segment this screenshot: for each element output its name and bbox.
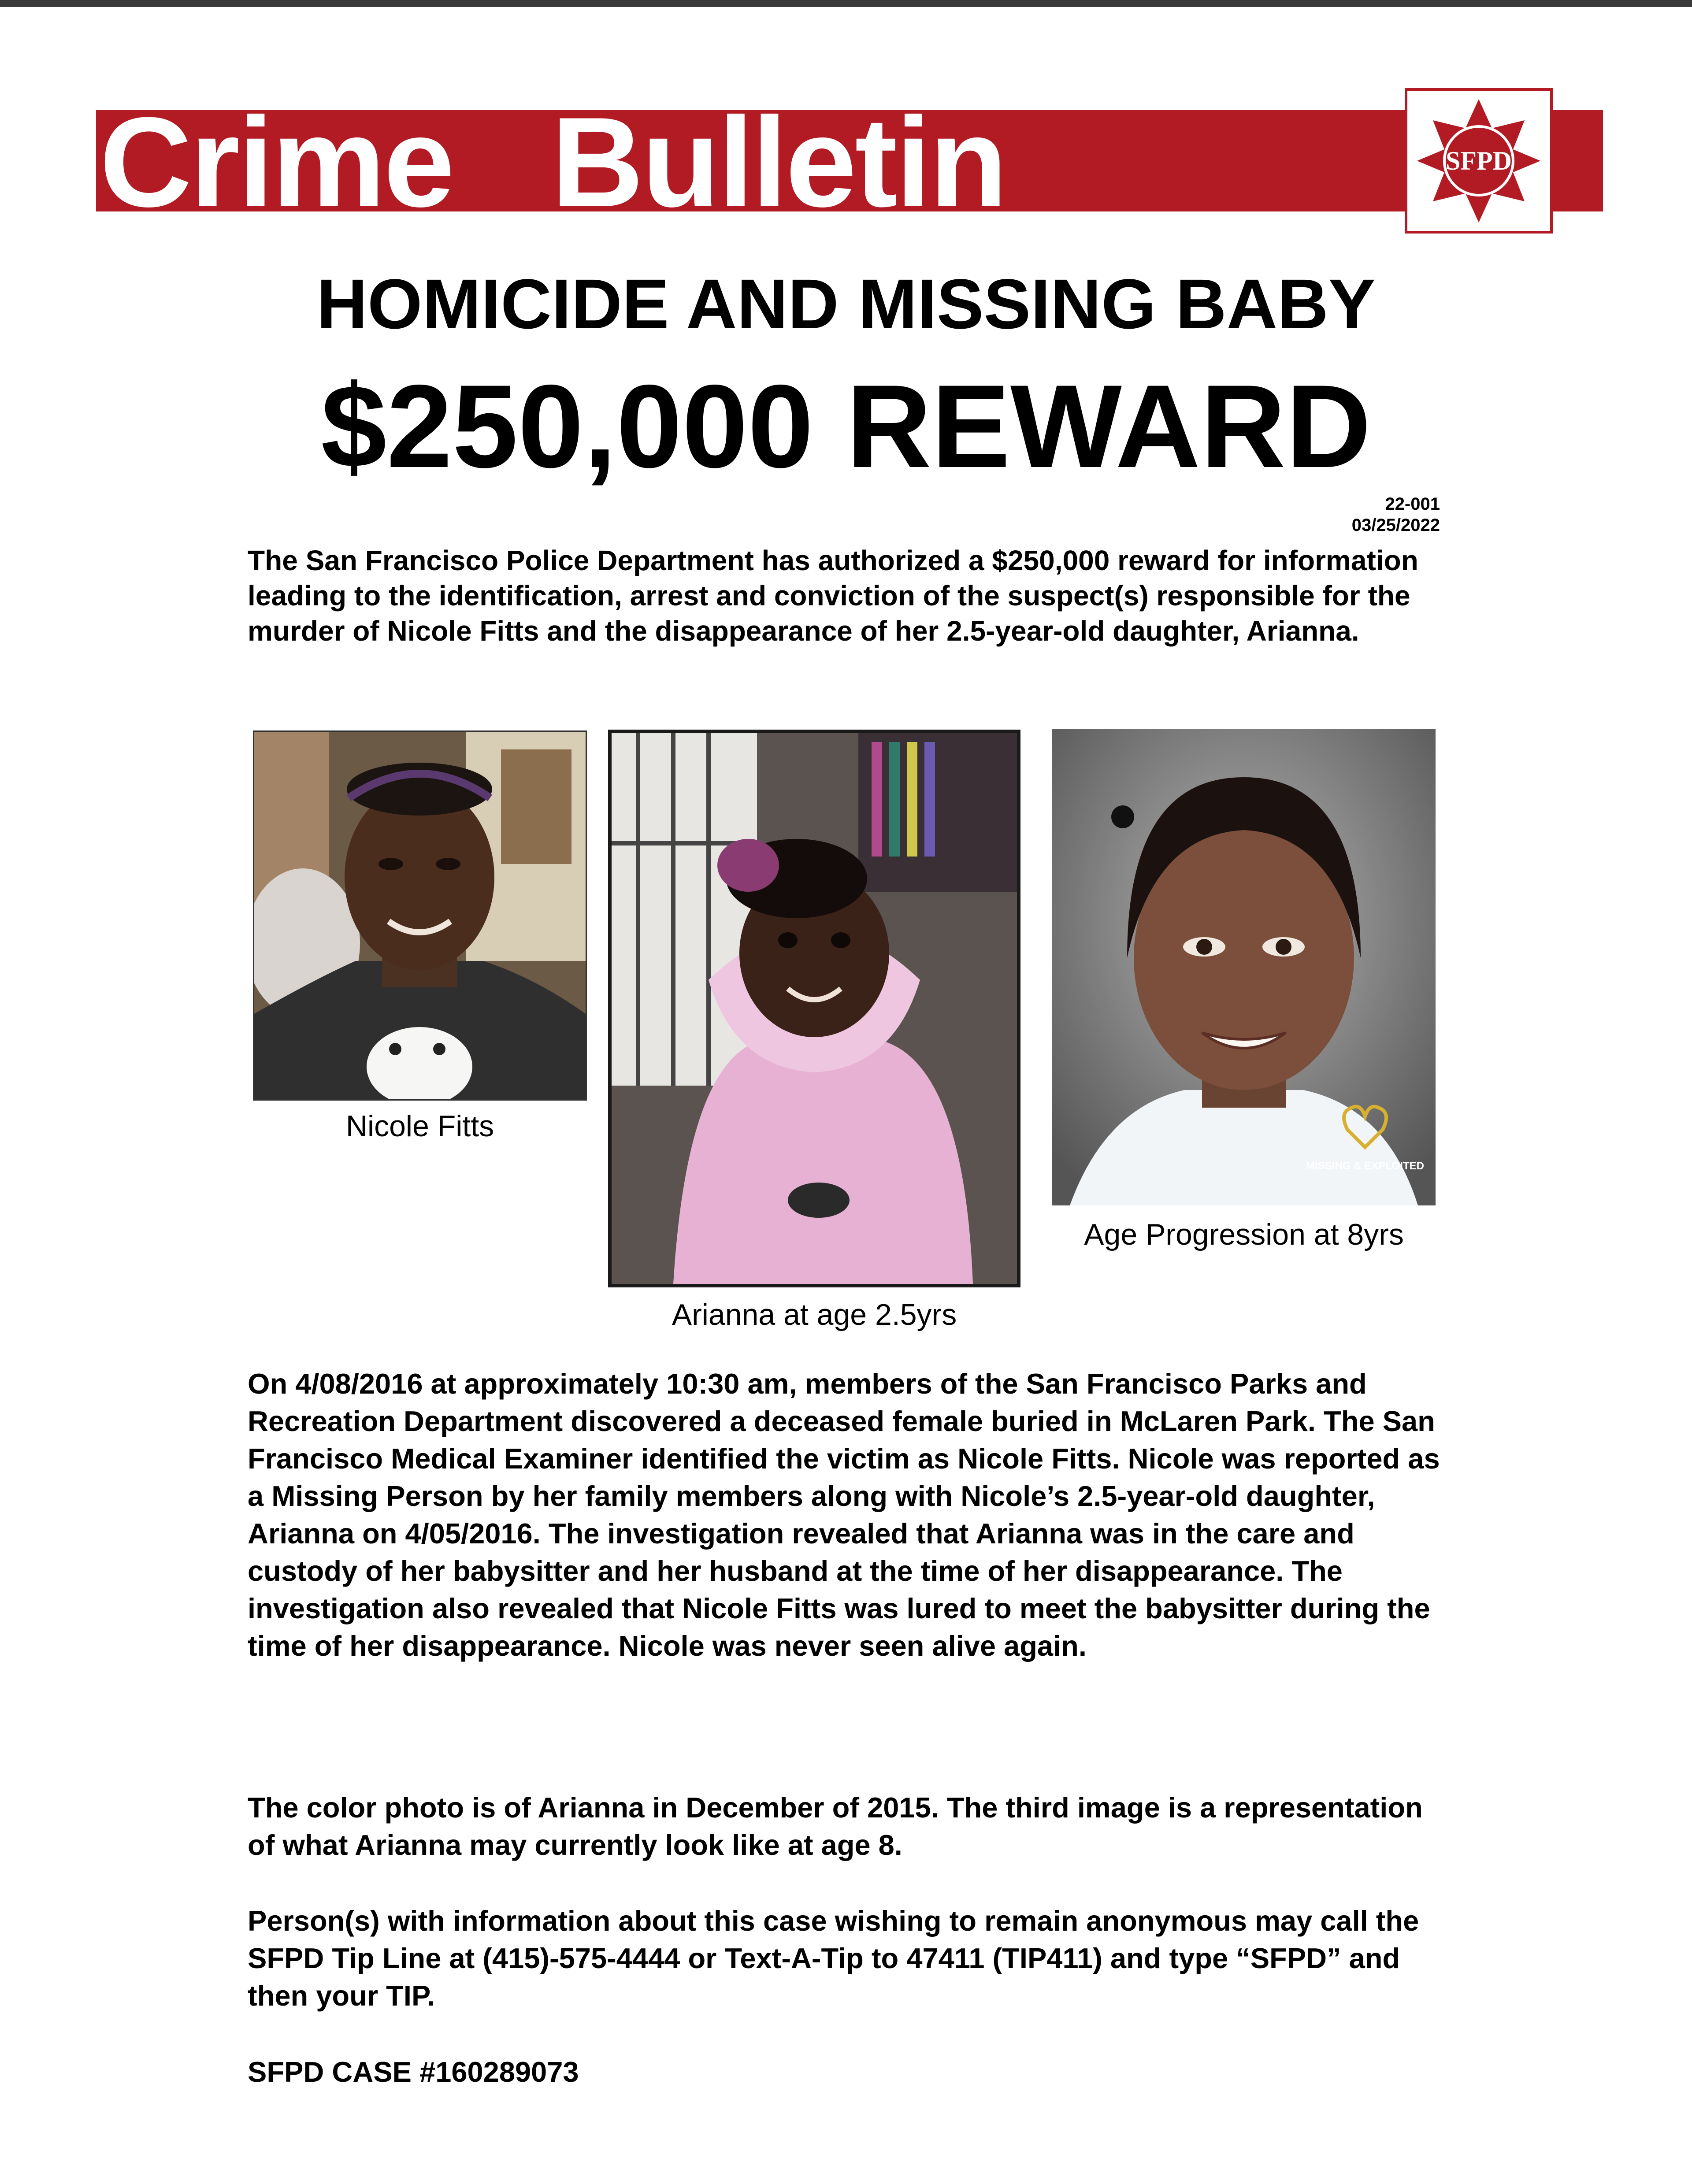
banner-title [100, 91, 1006, 234]
badge-text: SFPD [1446, 146, 1512, 175]
intro-paragraph: The San Francisco Police Department has authorized a $250,000 reward for information leading to the identification, arrest and conviction of the suspect(s) responsible for the murder of Nicole Fitts and the disappearance of her 2.5-year-old daughter, Arianna. [248, 545, 1418, 647]
page-top-border [0, 0, 1692, 7]
caption-age-progression: Age Progression at 8yrs [1084, 1218, 1404, 1251]
sfpd-badge-logo [1405, 88, 1553, 234]
photo-nicole-fitts [253, 730, 587, 1101]
banner-title-word-crime: Crime [100, 91, 453, 234]
case-summary-paragraph: On 4/08/2016 at approximately 10:30 am, members of the San Francisco Parks and Recreation Department discovered a deceased female buried in McLaren Park. The San Francisco Medical Examiner identified the victim as Nicole Fitts. Nicole was reported as a Missing Person by her family members along with Nicole’s 2.5-year-old daughter, Arianna on 4/05/2016. The investigation revealed that Arianna was in the care and custody of her babysitter and her husband at the time of her disappearance. The investigation also revealed that Nicole Fitts was lured to meet the babysitter during the time of her disappearance. Nicole was never seen alive again. [248, 1368, 1440, 1662]
bulletin-number: 22-001 [1385, 494, 1440, 514]
tip-line-paragraph: Person(s) with information about this case wishing to remain anonymous may call the SFPD Tip Line at (415)-575-4444 or Text-A-Tip to 47411 (TIP411) and type “SFPD” and then your TIP. [248, 1905, 1419, 2012]
caption-nicole: Nicole Fitts [345, 1109, 494, 1143]
photo-arianna-2-5yrs [608, 730, 1020, 1287]
caption-arianna: Arianna at age 2.5yrs [672, 1298, 957, 1331]
reward-heading: $250,000 REWARD [321, 360, 1371, 492]
watermark-text: MISSING & EXPLOITED [1306, 1160, 1425, 1172]
star-badge-icon [1407, 91, 1550, 231]
bulletin-date: 03/25/2022 [1351, 515, 1440, 535]
banner-title-word-bulletin: Bulletin [551, 91, 1006, 234]
headline: HOMICIDE AND MISSING BABY [316, 264, 1376, 343]
case-number: SFPD CASE #160289073 [248, 2056, 579, 2088]
photo-age-progression [1052, 729, 1436, 1205]
photo-note-paragraph: The color photo is of Arianna in December of 2015. The third image is a representation of what Arianna may currently look like at age 8. [248, 1791, 1423, 1861]
